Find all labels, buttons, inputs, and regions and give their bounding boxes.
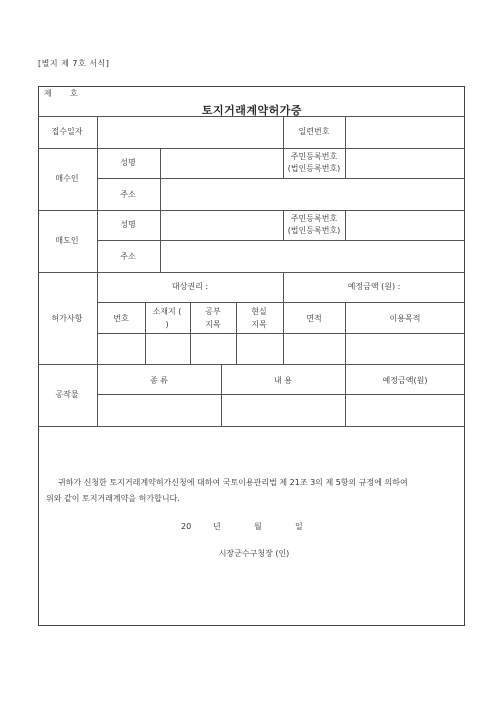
divider <box>38 116 465 117</box>
column-divider <box>283 272 284 364</box>
seller-reg-label-2: (법인등록번호) <box>287 226 341 235</box>
target-right-label: 대상권리 : <box>171 282 209 291</box>
col-official-category-1: 공부 <box>205 307 221 316</box>
buyer-name-label: 성명 <box>120 158 136 167</box>
divider <box>97 240 465 241</box>
buyer-reg-label-1: 주민등록번호 <box>290 152 338 161</box>
divider <box>38 148 465 149</box>
column-divider <box>97 116 98 426</box>
column-divider <box>345 210 346 240</box>
column-divider <box>160 148 161 178</box>
column-divider <box>345 364 346 426</box>
date-month: 월 <box>254 522 262 531</box>
col-official-category-2: 지목 <box>205 320 221 329</box>
buyer-label: 매수인 <box>55 174 79 183</box>
kind-label: 종 류 <box>150 376 168 385</box>
planned-amount-won-label: 예정금액(원) <box>382 376 428 385</box>
planned-amount-label: 예정금액 (원) : <box>347 282 401 291</box>
structures-label: 공작물 <box>55 390 79 399</box>
form-number-label: [별지 제 7호 서식] <box>38 59 110 68</box>
divider <box>97 302 465 303</box>
permit-form-frame <box>38 86 465 626</box>
column-divider <box>190 302 191 364</box>
column-divider <box>345 302 346 364</box>
column-divider <box>283 148 284 178</box>
col-actual-category-2: 지목 <box>251 320 267 329</box>
column-divider <box>345 148 346 178</box>
buyer-reg-label-2: (법인등록번호) <box>287 164 341 173</box>
col-number: 번호 <box>113 314 129 323</box>
column-divider <box>145 302 146 364</box>
date-day: 일 <box>295 522 303 531</box>
number-suffix: 호 <box>70 89 78 98</box>
col-area: 면적 <box>306 314 322 323</box>
column-divider <box>345 116 346 148</box>
serial-number-label: 일련번호 <box>298 127 330 136</box>
divider <box>38 364 465 365</box>
divider <box>97 394 465 395</box>
content-label: 내 용 <box>274 376 292 385</box>
signer: 시장군수구청장 (인) <box>218 549 290 558</box>
divider <box>38 426 465 427</box>
column-divider <box>283 210 284 240</box>
col-location-close: ) <box>165 320 169 329</box>
divider <box>38 272 465 273</box>
col-purpose: 이용목적 <box>389 314 421 323</box>
divider <box>97 333 465 334</box>
date-prefix: 20 <box>181 522 192 531</box>
statement-line-1: 귀하가 신청한 토지거래계약허가신청에 대하여 국토이용관리법 제 21조 3의 제 5항의 규정에 의하여 <box>58 478 408 487</box>
column-divider <box>283 116 284 148</box>
seller-reg-label-1: 주민등록번호 <box>290 214 338 223</box>
buyer-address-label: 주소 <box>120 190 136 199</box>
col-actual-category-1: 현실 <box>251 307 267 316</box>
divider <box>38 210 465 211</box>
receipt-date-label: 접수일자 <box>51 127 83 136</box>
seller-address-label: 주소 <box>120 252 136 261</box>
col-location: 소재지 ( <box>152 307 182 316</box>
seller-label: 매도인 <box>55 236 79 245</box>
column-divider <box>221 364 222 426</box>
column-divider <box>160 178 161 210</box>
column-divider <box>236 302 237 364</box>
divider <box>97 178 465 179</box>
column-divider <box>160 210 161 272</box>
number-label: 제 <box>44 89 52 98</box>
document-title: 토지거래계약허가증 <box>201 104 303 117</box>
statement-line-2: 위와 같이 토지거래계약을 허가합니다. <box>46 494 180 503</box>
date-year: 년 <box>213 522 221 531</box>
seller-name-label: 성명 <box>120 220 136 229</box>
permit-details-label: 허가사항 <box>51 314 83 323</box>
